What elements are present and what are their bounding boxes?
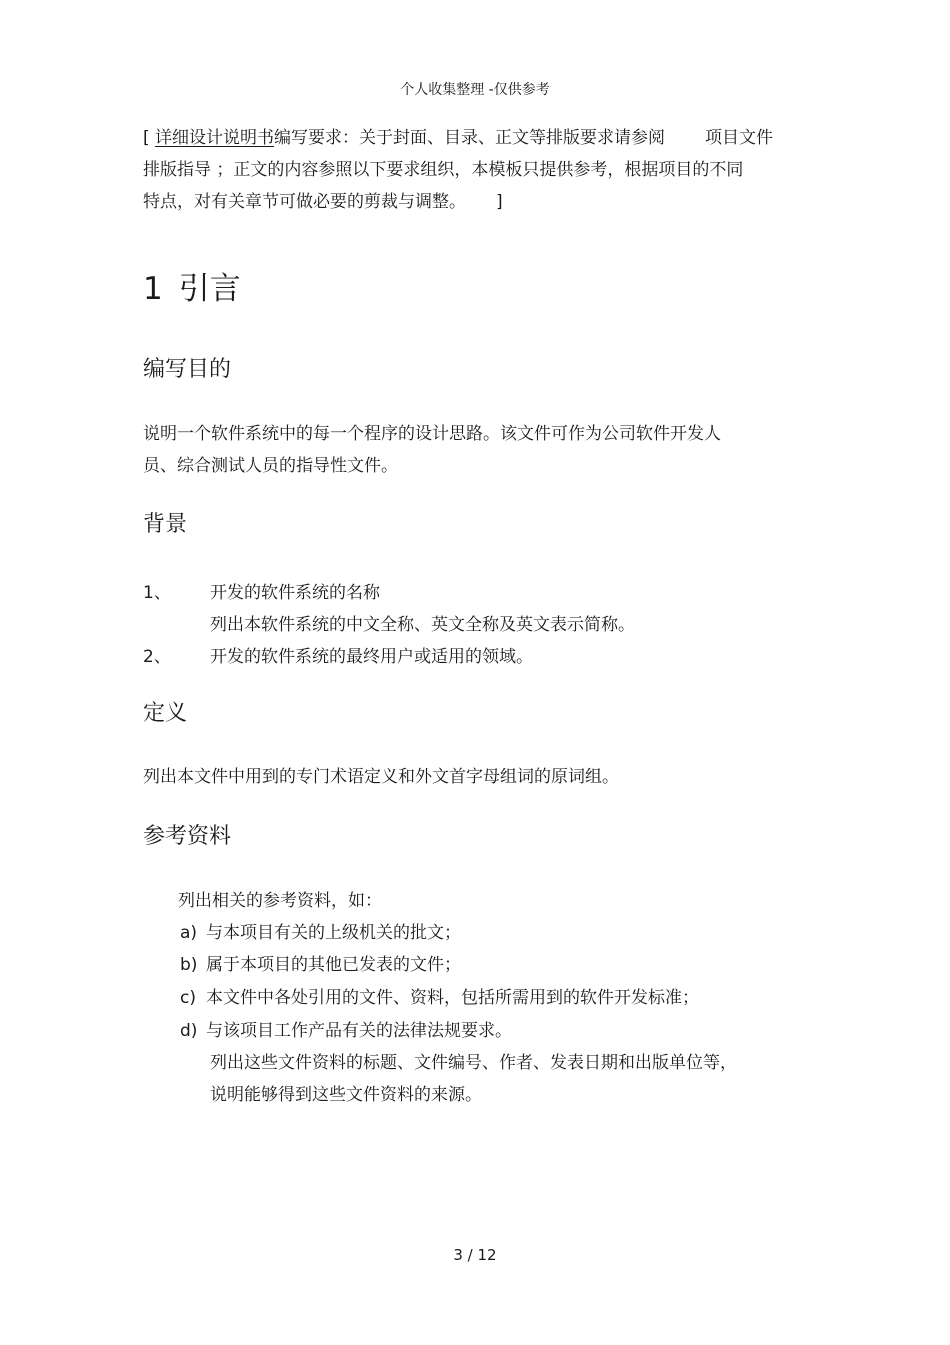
background-item-number: 2、 — [143, 647, 171, 667]
page-number: 3 / 12 — [453, 1246, 497, 1264]
reference-list-item: b) 属于本项目的其他已发表的文件； — [180, 955, 461, 975]
note-line-3: 特点，对有关章节可做必要的剪裁与调整。 ] — [143, 192, 503, 212]
references-note-line-1: 列出这些文件资料的标题、文件编号、作者、发表日期和出版单位等， — [210, 1053, 737, 1073]
purpose-paragraph-line-1: 说明一个软件系统中的每一个程序的设计思路。该文件可作为公司软件开发人 — [143, 424, 721, 444]
note-line-2: 排版指导 ；正文的内容参照以下要求组织，本模板只提供参考，根据项目的不同 — [143, 160, 744, 180]
section-heading-purpose: 编写目的 — [143, 357, 232, 382]
section-heading-background: 背景 — [143, 512, 188, 537]
chapter-number: 1 — [143, 271, 163, 307]
background-item-subtext: 列出本软件系统的中文全称、英文全称及英文表示简称。 — [210, 615, 635, 635]
references-note-line-2: 说明能够得到这些文件资料的来源。 — [210, 1085, 482, 1105]
purpose-paragraph-line-2: 员、综合测试人员的指导性文件。 — [143, 456, 398, 476]
background-item-number: 1、 — [143, 583, 171, 603]
reference-list-item: c) 本文件中各处引用的文件、资料，包括所需用到的软件开发标准； — [180, 988, 699, 1008]
editorial-note — [143, 122, 823, 218]
definitions-paragraph: 列出本文件中用到的专门术语定义和外文首字母组词的原词组。 — [143, 767, 619, 787]
background-item-text: 开发的软件系统的名称 — [210, 583, 380, 603]
background-item-text: 开发的软件系统的最终用户或适用的领域。 — [210, 647, 533, 667]
section-heading-definitions: 定义 — [143, 701, 188, 726]
references-intro: 列出相关的参考资料，如： — [178, 891, 382, 911]
reference-list-item: d) 与该项目工作产品有关的法律法规要求。 — [180, 1021, 512, 1041]
note-line-1: [ 详细设计说明书编写要求：关于封面、目录、正文等排版要求请参阅 项目文件 — [143, 128, 774, 148]
chapter-title: 引言 — [178, 271, 241, 307]
section-heading-references: 参考资料 — [143, 824, 232, 849]
page-header: 个人收集整理 -仅供参考 — [400, 82, 550, 98]
chapter-heading — [143, 263, 241, 308]
reference-list-item: a) 与本项目有关的上级机关的批文； — [180, 923, 461, 943]
note-underlined-term: 详细设计说明书 — [155, 128, 275, 148]
